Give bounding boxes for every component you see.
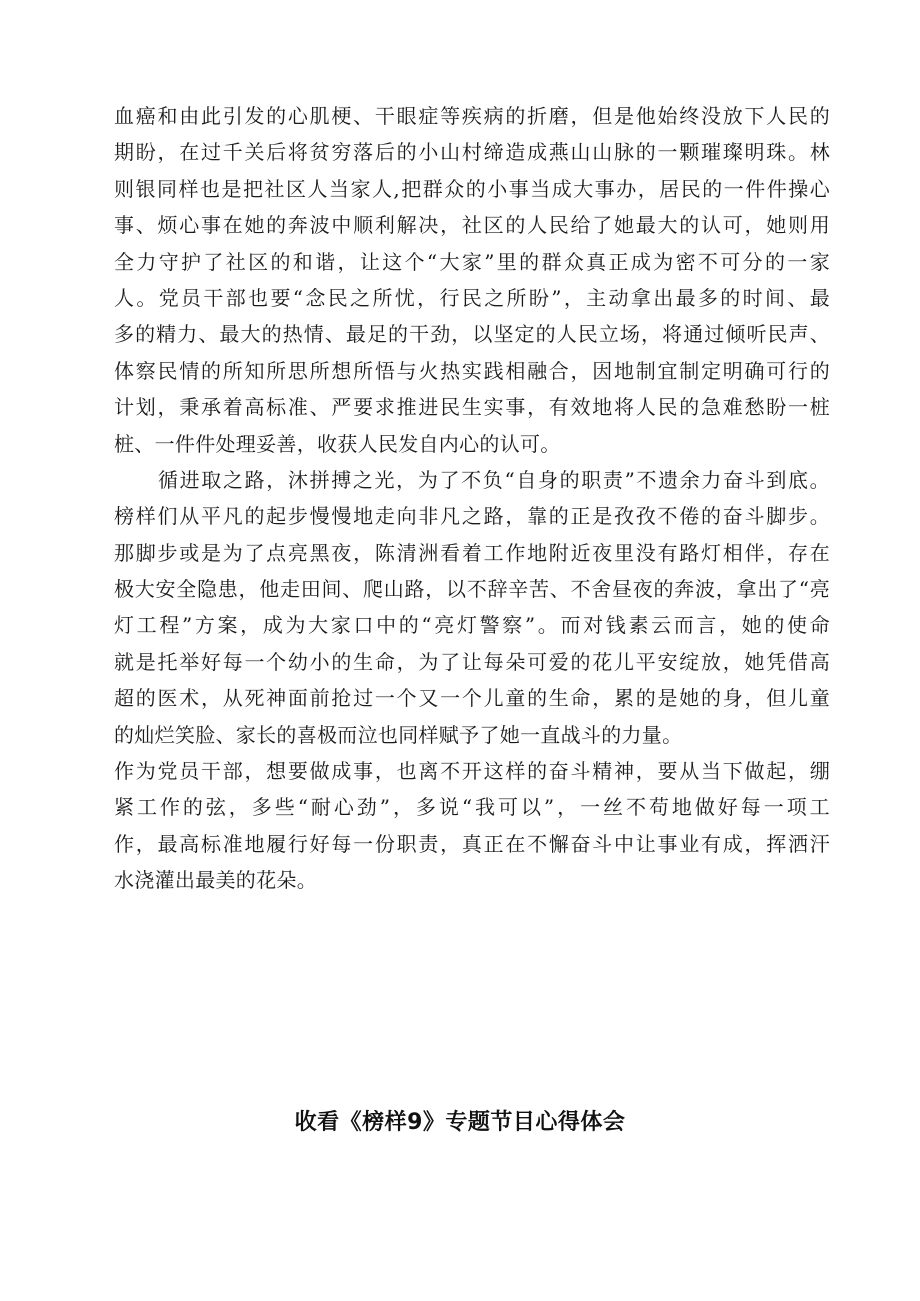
text-line: 则银同样也是把社区人当家人,把群众的小事当成大事办，居民的一件件操心 bbox=[114, 176, 830, 201]
text-line: 紧工作的弦，多些“耐心劲”，多说“我可以”，一丝不苟地做好每一项工 bbox=[114, 795, 830, 820]
text-line: 榜样们从平凡的起步慢慢地走向非凡之路，靠的正是孜孜不倦的奋斗脚步。 bbox=[114, 504, 830, 529]
text-line: 血癌和由此引发的心肌梗、干眼症等疾病的折磨，但是他始终没放下人民的 bbox=[114, 104, 830, 128]
text-line: 全力守护了社区的和谐，让这个“大家”里的群众真正成为密不可分的一家 bbox=[114, 249, 830, 274]
text-line: 超的医术，从死神面前抢过一个又一个儿童的生命，累的是她的身，但儿童 bbox=[114, 686, 830, 711]
text-line: 极大安全隐患，他走田间、爬山路，以不辞辛苦、不舍昼夜的奔波，拿出了“亮 bbox=[114, 577, 830, 602]
text-line: 计划，秉承着高标准、严要求推进民生实事，有效地将人民的急难愁盼一桩 bbox=[114, 395, 830, 420]
text-line: 循进取之路，沐拼搏之光，为了不负“自身的职责”不遗余力奋斗到底。 bbox=[158, 467, 830, 492]
text-line: 期盼，在过千关后将贫穷落后的小山村缔造成燕山山脉的一颗璀璨明珠。林 bbox=[114, 140, 830, 165]
text-line: 作，最高标准地履行好每一份职责，真正在不懈奋斗中让事业有成，挥洒汗 bbox=[114, 831, 830, 856]
text-line: 那脚步或是为了点亮黑夜，陈清洲看着工作地附近夜里没有路灯相伴，存在 bbox=[114, 540, 830, 565]
section-heading: 收看《榜样9》专题节目心得体会 bbox=[294, 1110, 626, 1135]
text-line: 人。党员干部也要“念民之所忧，行民之所盼”，主动拿出最多的时间、最 bbox=[114, 285, 830, 310]
text-line: 多的精力、最大的热情、最足的干劲，以坚定的人民立场，将通过倾听民声、 bbox=[114, 322, 830, 347]
text-line: 体察民情的所知所思所想所悟与火热实践相融合，因地制宜制定明确可行的 bbox=[114, 358, 830, 383]
document-body bbox=[114, 98, 830, 899]
text-line: 水浇灌出最美的花朵。 bbox=[114, 868, 317, 893]
paragraph-1 bbox=[114, 98, 830, 462]
text-line: 事、烦心事在她的奔波中顺利解决，社区的人民给了她最大的认可，她则用 bbox=[114, 213, 830, 238]
text-line: 灯工程”方案，成为大家口中的“亮灯警察”。而对钱素云而言，她的使命 bbox=[114, 613, 830, 638]
paragraph-2 bbox=[114, 462, 830, 753]
paragraph-3 bbox=[114, 753, 830, 899]
text-line: 就是托举好每一个幼小的生命，为了让每朵可爱的花儿平安绽放，她凭借高 bbox=[114, 649, 830, 674]
text-line: 桩、一件件处理妥善，收获人民发自内心的认可。 bbox=[114, 431, 561, 456]
text-line: 作为党员干部，想要做成事，也离不开这样的奋斗精神，要从当下做起，绷 bbox=[114, 759, 830, 784]
text-line: 的灿烂笑脸、家长的喜极而泣也同样赋予了她一直战斗的力量。 bbox=[114, 722, 683, 747]
